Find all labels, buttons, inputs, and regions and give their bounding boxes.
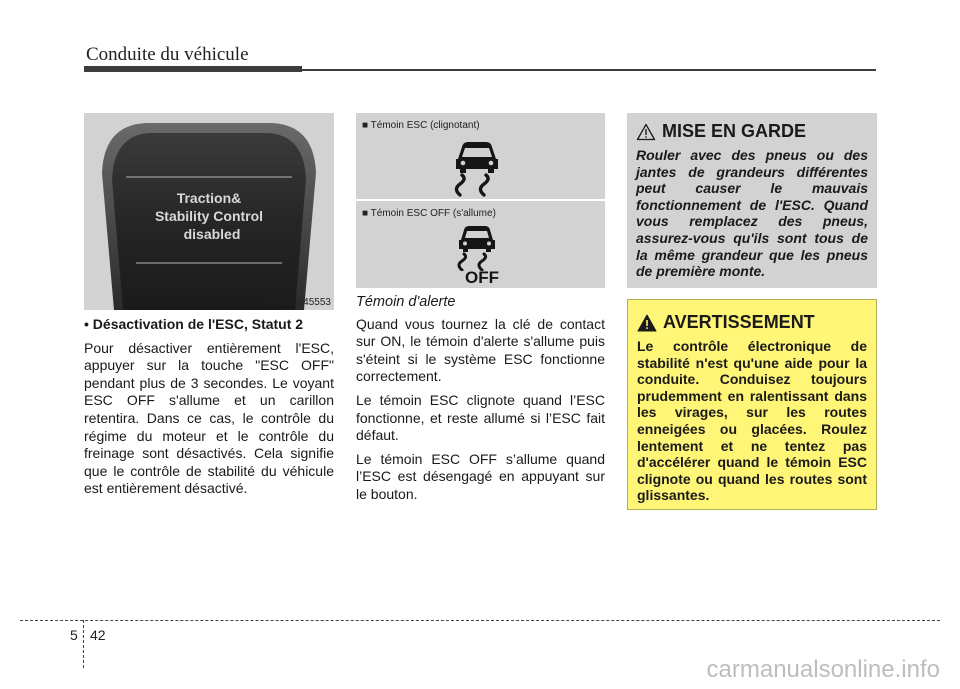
- off-text-graphic: [462, 267, 502, 287]
- warning-box: [627, 299, 877, 510]
- subheading-esc-deactivation: • Désactivation de l'ESC, Statut 2: [84, 316, 304, 332]
- subheading-warning-light: Témoin d'alerte: [356, 294, 456, 310]
- caution-triangle-icon: [636, 123, 656, 141]
- caution-body: Rouler avec des pneus ou des jantes de grandeurs différentes peut causer le mauvais fonctionnement de l'ESC. Quand vous remplacez des pneus, assurez-vous qu'ils sont tous de la même grandeur que les pneus de première monte.: [636, 147, 868, 280]
- warning-title: AVERTISSEMENT: [663, 312, 815, 332]
- cluster-display-graphic: [84, 113, 334, 310]
- footer-dashed-rule: [20, 620, 940, 621]
- indicator-esc-off-label: ■ Témoin ESC OFF (s'allume): [362, 208, 496, 219]
- esc-skid-car-icon: [448, 139, 508, 197]
- paragraph-warning-light-2: Le témoin ESC clignote quand l’ESC fonctionne, et reste allumé si l’ESC fait défaut.: [356, 391, 605, 444]
- caution-title: MISE EN GARDE: [662, 121, 807, 141]
- figure-code: OGDE045553: [268, 297, 331, 308]
- warning-body: Le contrôle électronique de stabilité n'est qu'une aide pour la conduite. Conduisez toujours prudemment en ralentissant dans les virages, sur les routes enneigées ou glacées. Roulez lentement et ne tentez pas d'accélérer quand le témoin ESC clignote ou quand les routes sont glissantes.: [637, 338, 867, 504]
- paragraph-esc-deactivation: Pour désactiver entièrement l'ESC, appuyer sur la touche "ESC OFF" pendant plus de 3 secondes. Le voyant ESC OFF s'allume et un carillon retentira. Dans ce cas, le contrôle du régime du moteur et le contrôle du freinage sont désactivés. Cela signifie que le contrôle de stabilité du véhicule est entièrement désactivé.: [84, 339, 334, 497]
- cluster-display-figure: [84, 113, 334, 310]
- warning-header: [637, 312, 867, 333]
- paragraph-warning-light-1: Quand vous tournez la clé de contact sur ON, le témoin d'alerte s'allume puis s'éteint si le système ESC fonctionne correctement.: [356, 315, 605, 385]
- page-header-title: Conduite du véhicule: [86, 44, 249, 65]
- display-line-3: disabled: [183, 226, 241, 242]
- indicator-esc-off-box: [356, 201, 605, 288]
- caution-box: [627, 113, 877, 288]
- indicator-esc-blink-box: [356, 113, 605, 199]
- page-number: 42: [90, 627, 106, 643]
- column-warning-light: [356, 294, 605, 510]
- column-esc-deactivation: [84, 316, 334, 498]
- watermark-text: carmanualsonline.info: [706, 656, 940, 683]
- display-line-2: Stability Control: [154, 208, 264, 224]
- footer-dashed-divider: [83, 620, 84, 668]
- chapter-number: 5: [70, 627, 78, 643]
- caution-header: [636, 121, 868, 142]
- paragraph-warning-light-3: Le témoin ESC OFF s’allume quand l’ESC est désengagé en appuyant sur le bouton.: [356, 450, 605, 502]
- off-text: OFF: [465, 268, 499, 287]
- esc-off-car-icon: [452, 223, 508, 271]
- display-line-1: Traction&: [176, 190, 242, 206]
- header-rule-thin: [302, 69, 876, 71]
- indicator-esc-blink-label: ■ Témoin ESC (clignotant): [362, 120, 480, 131]
- header-rule-thick: [84, 66, 302, 72]
- warning-triangle-icon: [637, 314, 657, 332]
